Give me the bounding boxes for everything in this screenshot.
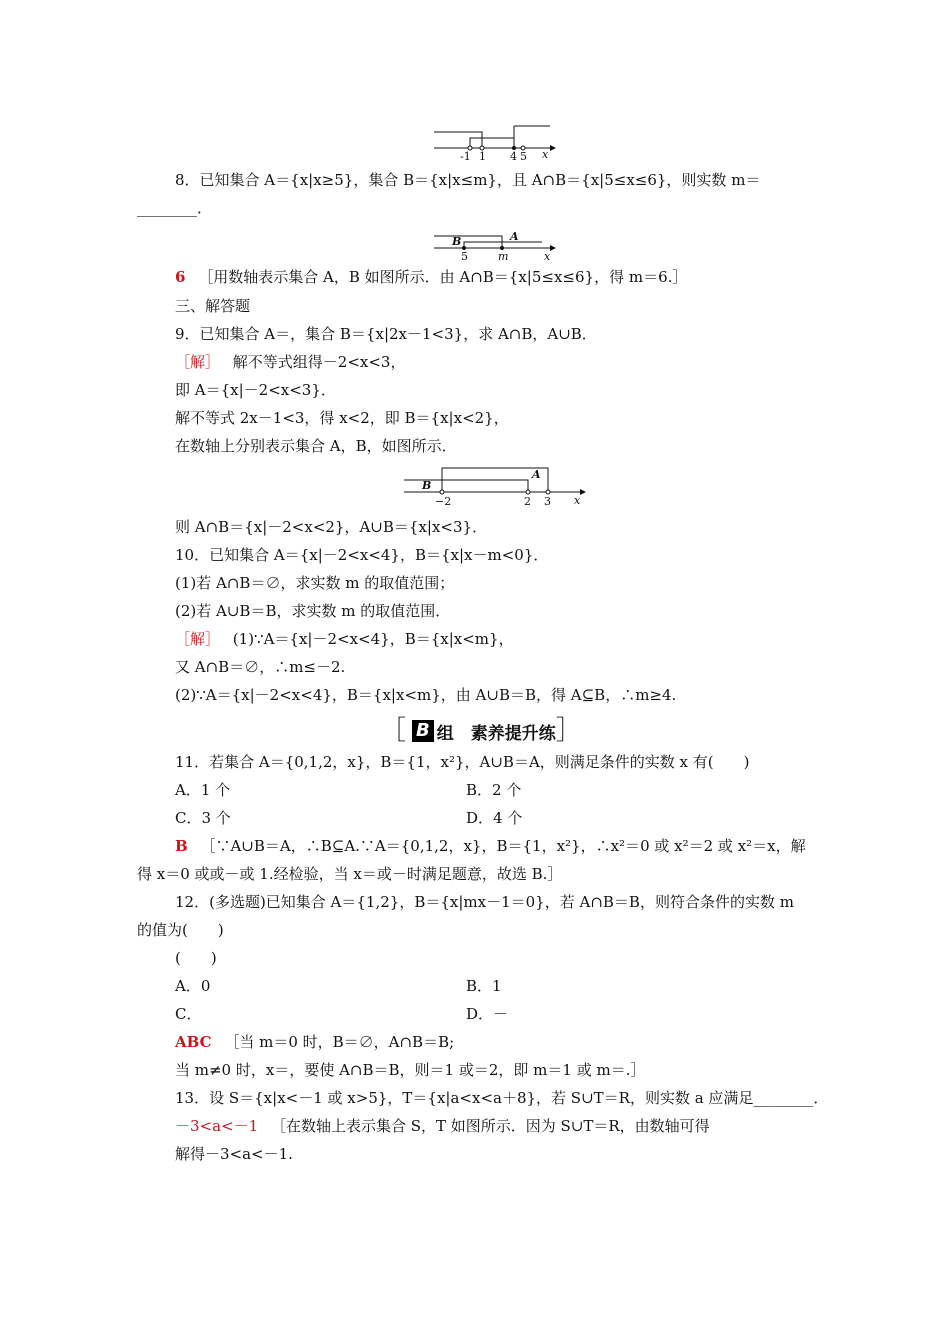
tick-label: -1 (460, 150, 471, 162)
number-line-diagram-q9 (402, 464, 588, 510)
number-line-diagram-top (432, 122, 556, 162)
q13-answer: －3<a<－1 (175, 1117, 259, 1135)
q11-option-a: A．1 个 (175, 781, 231, 799)
q12-stem-line2: 的值为( ) (137, 921, 224, 939)
q10-solution-line2: 又 A∩B＝∅，∴m≤－2. (175, 658, 346, 676)
q12-explanation-line2: 当 m≠0 时，x＝，要使 A∩B＝B，则＝1 或＝2，即 m＝1 或 m＝.］ (175, 1061, 646, 1079)
q9-solution-line1 (175, 352, 405, 372)
set-label-a: A (510, 230, 519, 243)
q10-solution-text: (1)∵A＝{x|－2<x<4}，B＝{x|x<m}， (232, 630, 514, 648)
q8-answer-line (175, 267, 687, 287)
tick-label: 2 (524, 495, 531, 508)
section-heading: 三、解答题 (175, 297, 251, 315)
q10-stem: 10．已知集合 A＝{x|－2<x<4}，B＝{x|x－m<0}． (175, 546, 549, 564)
set-label-b: B (452, 235, 462, 248)
q12-option-a: A．0 (175, 977, 211, 995)
q9-solution-tag: ［解］ (175, 353, 221, 371)
axis-label: x (544, 250, 551, 262)
q11-option-d: D．4 个 (466, 809, 523, 827)
q11-answer: B (175, 837, 188, 855)
group-title-text: 组 素养提升练 (436, 723, 556, 744)
q11-stem: 11．若集合 A＝{0,1,2，x}，B＝{1，x²}，A∪B＝A，则满足条件的实数 x 有( ) (175, 753, 750, 771)
q13-explanation-line2: 解得－3<a<－1. (175, 1145, 293, 1163)
q11-explanation-text: ［∵A∪B＝A，∴B⊆A.∵A＝{0,1,2，x}，B＝{1，x²}，∴x²＝0 或 x²＝2 或 x²＝x，解 (200, 837, 806, 855)
q13-explanation-text: ［在数轴上表示集合 S，T 如图所示．因为 S∪T＝R，由数轴可得 (270, 1117, 710, 1135)
q12-option-b: B．1 (466, 977, 502, 995)
group-bracket-left: ［ (380, 716, 407, 746)
q10-part1: (1)若 A∩B＝∅，求实数 m 的取值范围； (175, 574, 455, 592)
tick-label: 5 (520, 150, 527, 162)
q10-solution-line1 (175, 629, 514, 649)
q8-explanation: ［用数轴表示集合 A，B 如图所示．由 A∩B＝{x|5≤x≤6}，得 m＝6.］ (198, 268, 688, 286)
q10-solution-line3: (2)∵A＝{x|－2<x<4}，B＝{x|x<m}，由 A∪B＝B，得 A⊆B，∴m≥4. (175, 686, 677, 704)
q12-answer: ABC (175, 1033, 212, 1051)
q10-part2: (2)若 A∪B＝B，求实数 m 的取值范围． (175, 602, 451, 620)
group-bracket-right: ］ (555, 716, 582, 746)
q9-solution-line2: 即 A＝{x|－2<x<3}． (175, 381, 336, 399)
q11-explanation-line2: 得 x＝0 或或－或 1.经检验，当 x＝或－时满足题意，故选 B.］ (137, 865, 563, 883)
tick-label: 1 (479, 150, 486, 162)
set-label-a: A (532, 468, 541, 481)
q12-option-d: D．－ (466, 1005, 509, 1023)
q11-explanation-line1 (175, 836, 806, 856)
q9-solution-line4: 在数轴上分别表示集合 A，B，如图所示． (175, 437, 457, 455)
q13-explanation-line1 (175, 1116, 710, 1136)
q13-stem: 13．设 S＝{x|x<－1 或 x>5}，T＝{x|a<x<a＋8}，若 S∪T＝R，则实数 a 应满足________． (175, 1089, 829, 1107)
tick-label: 5 (461, 250, 468, 262)
q11-option-c: C．3 个 (175, 809, 231, 827)
set-label-b: B (422, 479, 432, 492)
number-line-diagram-q8 (432, 228, 556, 262)
q8-stem-line1: 8．已知集合 A＝{x|x≥5}，集合 B＝{x|x≤m}，且 A∩B＝{x|5≤x≤6}，则实数 m＝ (175, 171, 761, 189)
tick-label: −2 (435, 495, 452, 508)
q11-option-b: B．2 个 (466, 781, 522, 799)
q9-solution-line3: 解不等式 2x－1<3，得 x<2，即 B＝{x|x<2}， (175, 409, 509, 427)
group-heading (380, 716, 582, 746)
q12-stem-line1: 12．(多选题)已知集合 A＝{1,2}，B＝{x|mx－1＝0}，若 A∩B＝B，则符合条件的实数 m (175, 893, 794, 911)
q9-solution-line5: 则 A∩B＝{x|－2<x<2}，A∪B＝{x|x<3}． (175, 518, 488, 536)
q8-stem-line2: ________． (137, 199, 213, 217)
q12-option-c: C． (175, 1005, 202, 1023)
group-letter-badge: B (412, 720, 434, 742)
q8-answer: 6 (175, 268, 186, 286)
q9-stem: 9．已知集合 A＝，集合 B＝{x|2x－1<3}，求 A∩B，A∪B． (175, 325, 597, 343)
tick-label: m (498, 250, 509, 262)
tick-label: 3 (544, 495, 551, 508)
axis-label: x (574, 494, 581, 507)
q12-stem-line3: ( ) (175, 949, 217, 967)
q9-solution-text: 解不等式组得－2<x<3， (232, 353, 406, 371)
q12-explanation-line1 (175, 1032, 454, 1052)
q12-explanation-text: ［当 m＝0 时，B＝∅，A∩B＝B; (224, 1033, 455, 1051)
tick-label: 4 (510, 150, 517, 162)
q10-solution-tag: ［解］ (175, 630, 221, 648)
axis-label: x (542, 148, 549, 161)
